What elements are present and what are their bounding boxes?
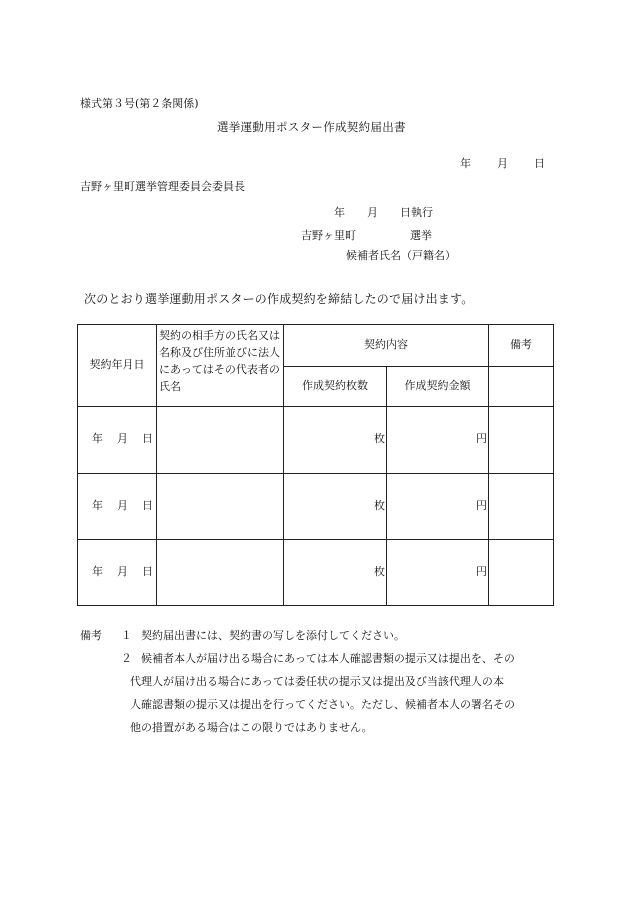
header-sheet-count: 作成契約枚数 xyxy=(284,367,387,407)
note-text-line: 人確認書類の提示又は提出を行ってください。ただし、候補者本人の署名その xyxy=(130,698,515,711)
date-year-label: 年 xyxy=(460,157,471,170)
row-remarks-cell[interactable] xyxy=(489,473,554,539)
row-count-cell[interactable]: 枚 xyxy=(284,473,387,539)
note-number: １ xyxy=(121,629,132,642)
row-count-cell[interactable]: 枚 xyxy=(284,407,387,473)
document-title: 選挙運動用ポスター作成契約届出書 xyxy=(217,120,406,134)
row-remarks-cell[interactable] xyxy=(489,407,554,473)
date-month-label: 月 xyxy=(497,157,508,170)
row-amount-cell[interactable]: 円 xyxy=(387,539,489,605)
submission-date xyxy=(460,157,545,172)
table-row xyxy=(78,539,554,605)
row-amount-cell[interactable]: 円 xyxy=(387,473,489,539)
election-town: 吉野ヶ里町 xyxy=(301,229,356,242)
row-date-cell[interactable]: 年 月 日 xyxy=(78,473,157,539)
header-counterparty: 契約の相手方の氏名又は名称及び住所並びに法人にあってはその代表者の氏名 xyxy=(157,325,284,407)
row-counterparty-cell[interactable] xyxy=(157,407,284,473)
note-text-line: 代理人が届け出る場合にあっては委任状の提示又は提出及び当該代理人の本 xyxy=(130,675,504,688)
header-remarks: 備考 xyxy=(489,325,554,367)
row-count-cell[interactable]: 枚 xyxy=(284,539,387,605)
row-counterparty-cell[interactable] xyxy=(157,473,284,539)
table-row xyxy=(78,407,554,473)
date-day-label: 日 xyxy=(534,157,545,170)
row-remarks-cell[interactable] xyxy=(489,539,554,605)
note-text: 契約届出書には、契約書の写しを添付してください。 xyxy=(141,629,405,642)
addressee: 吉野ヶ里町選挙管理委員会委員長 xyxy=(80,180,245,193)
intro-statement: 次のとおり選挙運動用ポスターの作成契約を締結したので届け出ます。 xyxy=(84,292,474,306)
header-contract-date: 契約年月日 xyxy=(78,325,157,407)
election-name xyxy=(301,229,432,244)
candidate-name-label: 候補者氏名（戸籍名） xyxy=(346,249,456,262)
election-suffix: 選挙 xyxy=(410,229,432,242)
form-number: 様式第３号(第２条関係) xyxy=(80,97,199,110)
row-amount-cell[interactable]: 円 xyxy=(387,407,489,473)
row-date-cell[interactable]: 年 月 日 xyxy=(78,539,157,605)
note-number: ２ xyxy=(121,652,132,665)
note-text-line: 他の措置がある場合はこの限りではありません。 xyxy=(130,721,373,734)
header-contract-details: 契約内容 xyxy=(284,325,489,367)
execution-date: 年 月 日執行 xyxy=(334,206,433,219)
contract-table xyxy=(77,324,554,606)
remarks-subheader-blank xyxy=(489,367,554,407)
row-counterparty-cell[interactable] xyxy=(157,539,284,605)
table-row xyxy=(78,473,554,539)
notes-label: 備考 xyxy=(80,629,102,642)
row-date-cell[interactable]: 年 月 日 xyxy=(78,407,157,473)
header-amount: 作成契約金額 xyxy=(387,367,489,407)
note-text-line: 候補者本人が届け出る場合にあっては本人確認書類の提示又は提出を、その xyxy=(141,652,515,665)
